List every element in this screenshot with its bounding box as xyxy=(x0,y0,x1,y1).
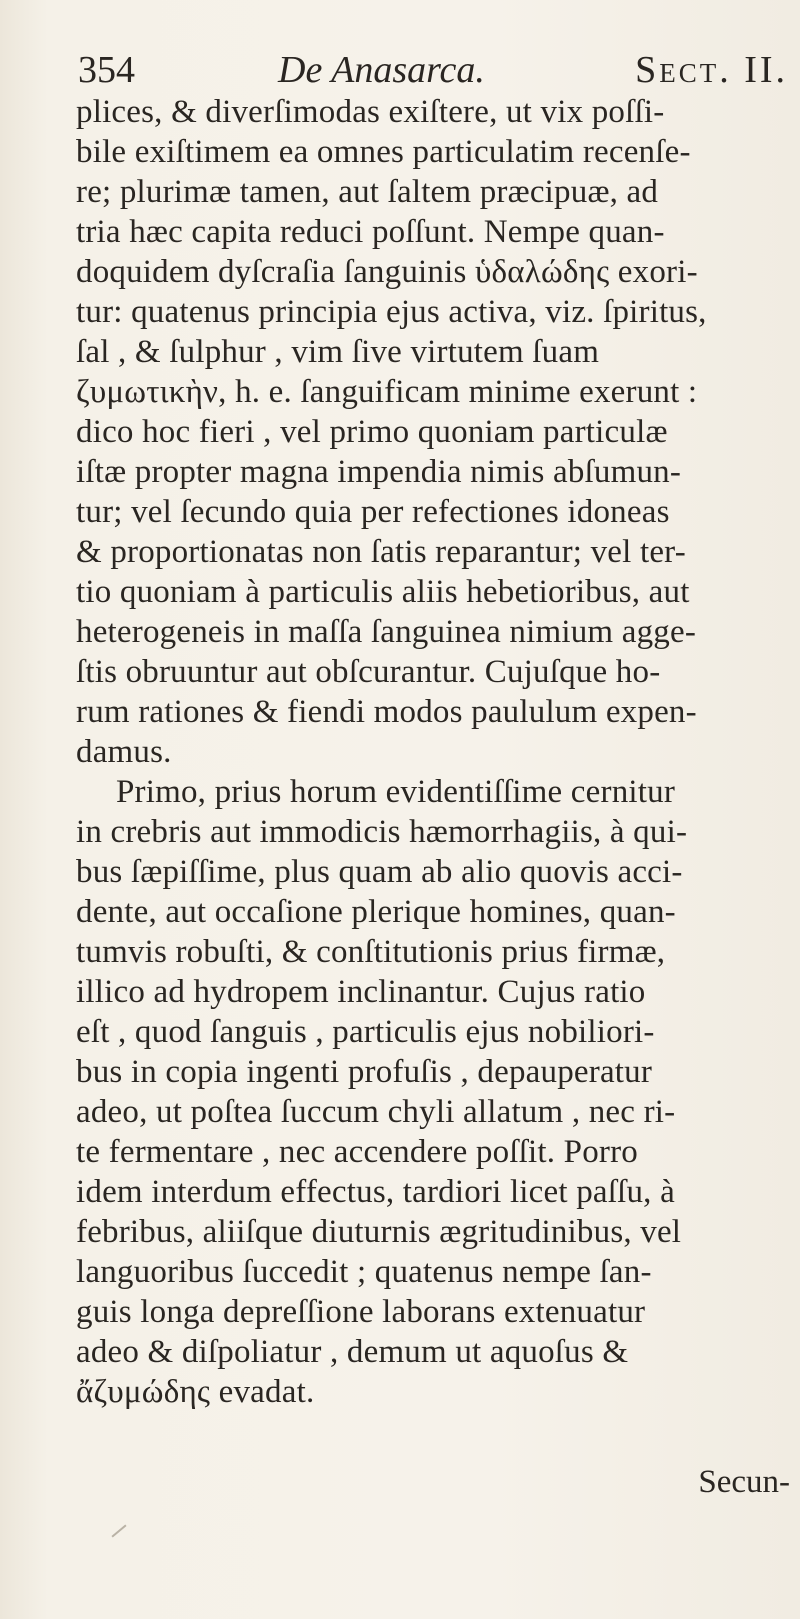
text-line: heterogeneis in maſſa ſanguinea nimium agge- xyxy=(76,614,697,650)
text-line: guis longa depreſſione laborans extenuatur xyxy=(76,1294,646,1330)
text-line: adeo & diſpoliatur , demum ut aquoſus & xyxy=(76,1334,629,1370)
body-text xyxy=(76,92,792,1412)
catchword: Secun- xyxy=(698,1464,790,1500)
text-line: ἄζυμώδης evadat. xyxy=(76,1374,315,1410)
ink-mark xyxy=(111,1524,126,1537)
text-line: bus in copia ingenti profuſis , depauperatur xyxy=(76,1054,653,1090)
page-number: 354 xyxy=(78,49,135,91)
text-line: ζυμωτικὴν, h. e. ſanguificam minime exerunt : xyxy=(76,374,698,410)
text-line: adeo, ut poſtea ſuccum chyli allatum , nec ri- xyxy=(76,1094,676,1130)
text-line: tumvis robuſti, & conſtitutionis prius firmæ, xyxy=(76,934,666,970)
text-line: bus ſæpiſſime, plus quam ab alio quovis acci- xyxy=(76,854,683,890)
text-line: plices, & diverſimodas exiſtere, ut vix poſſi- xyxy=(76,94,665,130)
text-line: tur: quatenus principia ejus activa, viz. ſpiritus, xyxy=(76,294,707,330)
text-line: illico ad hydropem inclinantur. Cujus ratio xyxy=(76,974,646,1010)
text-line: re; plurimæ tamen, aut ſaltem præcipuæ, ad xyxy=(76,174,659,210)
text-line: doquidem dyſcraſia ſanguinis ὑδαλώδης exori- xyxy=(76,254,698,290)
text-line: damus. xyxy=(76,734,172,770)
text-line: ſal , & ſulphur , vim ſive virtutem ſuam xyxy=(76,334,600,370)
text-line: rum rationes & fiendi modos paululum expen- xyxy=(76,694,697,730)
running-title: De Anasarca. xyxy=(278,49,485,91)
page-header xyxy=(78,48,788,92)
text-line: ſtis obruuntur aut obſcurantur. Cujuſque ho- xyxy=(76,654,661,690)
text-line: iſtæ propter magna impendia nimis abſumun- xyxy=(76,454,682,490)
text-line: eſt , quod ſanguis , particulis ejus nobiliori- xyxy=(76,1014,655,1050)
text-line: dico hoc fieri , vel primo quoniam particulæ xyxy=(76,414,668,450)
text-line: febribus, aliiſque diuturnis ægritudinibus, vel xyxy=(76,1214,682,1250)
text-line: tio quoniam à particulis aliis hebetioribus, aut xyxy=(76,574,690,610)
section-label: Sect. II. xyxy=(635,49,788,91)
text-line: in crebris aut immodicis hæmorrhagiis, à qui- xyxy=(76,814,688,850)
text-line: tria hæc capita reduci poſſunt. Nempe quan- xyxy=(76,214,665,250)
text-line: te fermentare , nec accendere poſſit. Porro xyxy=(76,1134,638,1170)
text-line: languoribus ſuccedit ; quatenus nempe ſan- xyxy=(76,1254,652,1290)
text-line: bile exiſtimem ea omnes particulatim recenſe- xyxy=(76,134,691,170)
paragraph-start-line: Primo, prius horum evidentiſſime cernitur xyxy=(116,774,676,810)
text-line: tur; vel ſecundo quia per refectiones idoneas xyxy=(76,494,670,530)
text-line: & proportionatas non ſatis reparantur; vel ter- xyxy=(76,534,686,570)
text-line: dente, aut occaſione plerique homines, quan- xyxy=(76,894,676,930)
text-line: idem interdum effectus, tardiori licet paſſu, à xyxy=(76,1174,675,1210)
